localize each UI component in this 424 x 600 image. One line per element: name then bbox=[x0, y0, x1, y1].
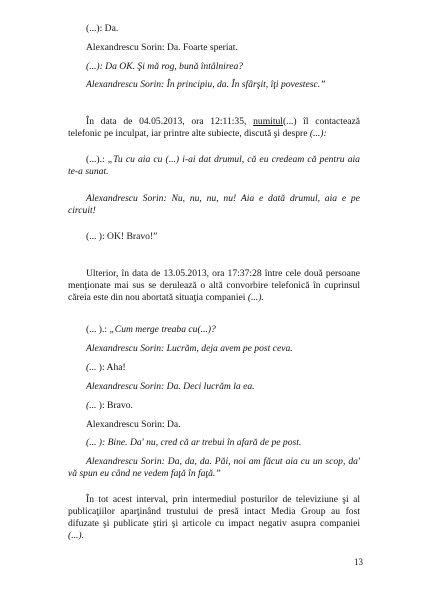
dialog-line: Alexandrescu Sorin: Da. Deci lucrăm la ea. bbox=[86, 381, 255, 392]
dialog-line: Alexandrescu Sorin: În principiu, da. În sfârşit, îţi povestesc.” bbox=[86, 79, 326, 90]
redacted-mark: (...). bbox=[247, 292, 264, 303]
speaker: (... ).: bbox=[86, 324, 110, 335]
dialog-line: (... ): OK! Bravo!” bbox=[86, 231, 158, 242]
body-paragraph bbox=[68, 494, 360, 542]
dialog-line: (...): Da OK. Şi mă rog, bună întâlnirea? bbox=[86, 61, 244, 72]
speaker: (...).: bbox=[86, 154, 108, 165]
body-paragraph bbox=[68, 116, 360, 140]
paragraph-text: În data de 04.05.2013, ora 12:11:35, bbox=[86, 116, 254, 127]
paragraph-text: (...) îl contactează telefonic pe inculpat, iar printre alte subiecte, discută şi despre bbox=[68, 116, 361, 139]
dialog-line: Alexandrescu Sorin: Da. bbox=[86, 419, 181, 430]
dialog-paragraph bbox=[68, 193, 360, 217]
underlined-word: numitul bbox=[253, 116, 283, 127]
dialog-line bbox=[86, 362, 378, 374]
dialog-text: ): Aha! bbox=[98, 362, 126, 373]
dialog-text: „Cum merge treaba cu(...)? bbox=[109, 324, 216, 335]
dialog-line: (... ): Bine. Da' nu, cred că ar trebui în afară de pe post. bbox=[86, 437, 302, 448]
speaker: (... bbox=[86, 400, 99, 411]
dialog-line bbox=[86, 324, 378, 336]
redacted-mark: (...). bbox=[68, 530, 84, 541]
dialog-line: (...): Da. bbox=[86, 23, 119, 34]
dialog-paragraph bbox=[68, 154, 360, 178]
dialog-line: Alexandrescu Sorin: Lucrăm, deja avem pe post ceva. bbox=[86, 343, 293, 354]
page-number: 13 bbox=[354, 557, 363, 567]
body-paragraph bbox=[68, 268, 360, 304]
paragraph-text: În tot acest interval, prin intermediul posturilor de televiziune şi al publicaţiilor aparţinând trustului de presă intact Media Group au fost difuzate şi publicate ştiri şi articole cu impact negativ asupra companiei bbox=[68, 494, 360, 529]
dialog-line bbox=[86, 400, 378, 412]
dialog-text: Alexandrescu Sorin: Nu, nu, nu, nu! Aia e dată drumul, aia e pe circuit! bbox=[68, 193, 360, 216]
dialog-text: ): Bravo. bbox=[98, 400, 133, 411]
dialog-paragraph bbox=[68, 456, 360, 480]
paragraph-text: Ulterior, în data de 13.05.2013, ora 17:37:28 între cele două persoane menţionate mai sus se derulează o altă convorbire telefonică în cuprinsul căreia este din nou abortată situaţia companiei bbox=[68, 268, 360, 303]
redacted-mark: (...): bbox=[309, 128, 327, 139]
speaker: (... bbox=[86, 362, 99, 373]
dialog-line: Alexandrescu Sorin: Da. Foarte speriat. bbox=[86, 42, 238, 53]
dialog-text: „Tu cu aia cu (...) i-ai dat drumul, că eu credeam că pentru aia te-a sunat. bbox=[68, 154, 360, 177]
dialog-text: Alexandrescu Sorin: Da, da, da. Păi, noi am făcut aia cu un scop, da' vă spun eu când ne vedem faţă în faţă.” bbox=[68, 456, 360, 479]
